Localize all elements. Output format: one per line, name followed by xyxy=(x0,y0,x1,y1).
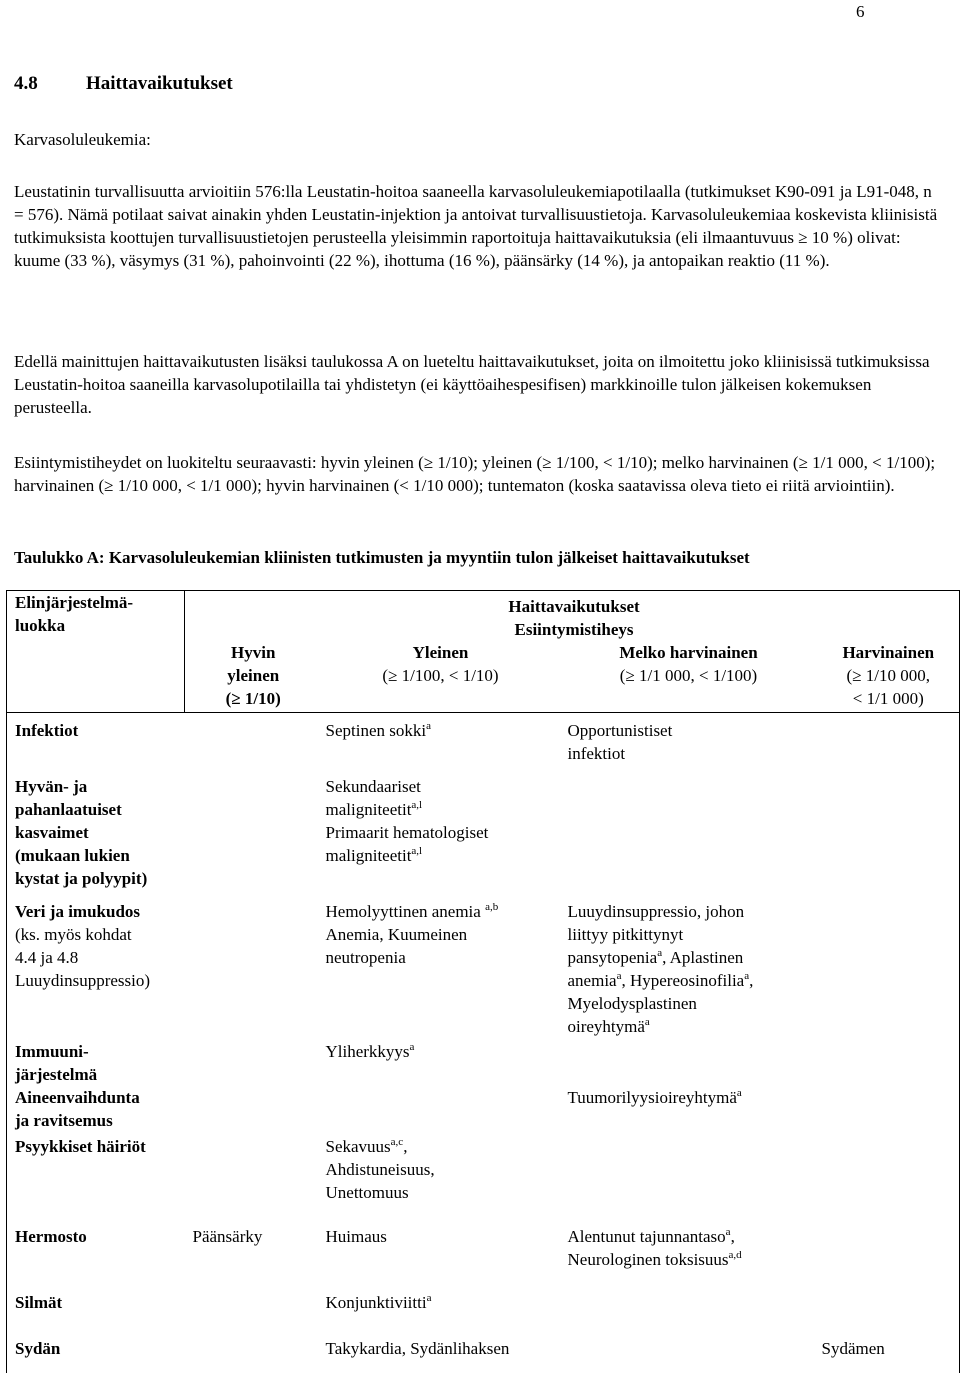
row-organ-psychiatric: Psyykkiset häiriöt xyxy=(7,1133,185,1223)
adverse-effects-table xyxy=(6,590,960,1373)
table-row xyxy=(7,1288,960,1333)
header-rare xyxy=(814,641,960,713)
header-uncommon-label: Melko harvinainen xyxy=(619,643,758,662)
cell-uncommon: Alentunut tajunnantaso$^a$, Neurologinen toksisuus$^{a,d}$ xyxy=(567,1226,742,1269)
table-caption: Taulukko A: Karvasoluleukemian kliinisten tutkimusten ja myyntiin tulon jälkeiset haittavaikutukset xyxy=(14,548,750,567)
header-organ-class: Elinjärjestelmä- luokka xyxy=(7,591,185,713)
table-row xyxy=(7,1133,960,1223)
table-header-row xyxy=(7,591,960,619)
table-row xyxy=(7,1223,960,1288)
section-heading xyxy=(14,72,233,95)
cell-uncommon: Tuumorilyysioireyhtymä$^a$ xyxy=(567,1087,742,1107)
cell-rare: Sydämen xyxy=(814,1333,960,1373)
table-row xyxy=(7,890,960,1038)
row-organ-neoplasms: Hyvän- ja pahanlaatuiset kasvaimet (mukaan lukien kystat ja polyypit) xyxy=(7,765,185,890)
cell-common: Takykardia, Sydänlihaksen xyxy=(325,1339,510,1358)
header-frequency: Esiintymistiheys xyxy=(185,618,960,641)
paragraph-additional-effects: Edellä mainittujen haittavaikutusten lisäksi taulukossa A on lueteltu haittavaikutukset, joita on ilmoitettu joko kliinisissä tutkimuksissa Leustatin-hoitoa saaneilla karvasolupotilailla tai yhdistetyn (ei käyttöaihespesifisen) markkinoille tulon jälkeisen kokemuksen perusteella. xyxy=(14,352,930,417)
cell-uncommon: Opportunistiset infektiot xyxy=(567,721,673,763)
header-rare-range: (≥ 1/10 000, < 1/1 000) xyxy=(846,666,930,708)
row-organ-immune: Immuuni- järjestelmä xyxy=(7,1038,185,1086)
header-uncommon-range: (≥ 1/1 000, < 1/100) xyxy=(619,666,758,685)
row-organ-eye: Silmät xyxy=(7,1288,185,1333)
header-adverse-effects: Haittavaikutukset xyxy=(185,591,960,619)
table-row xyxy=(7,1086,960,1133)
header-uncommon xyxy=(560,641,814,713)
row-organ-nervous: Hermosto xyxy=(7,1223,185,1288)
row-organ-cardiac: Sydän xyxy=(7,1333,185,1373)
header-rare-label: Harvinainen xyxy=(842,643,935,662)
table-row xyxy=(7,713,960,766)
row-organ-metabolism: Aineenvaihdunta ja ravitsemus xyxy=(7,1086,185,1133)
cell-common: Hemolyyttinen anemia $^{a,b}$ Anemia, Kuumeinen neutropenia xyxy=(325,901,499,967)
cell-uncommon: Luuydinsuppressio, johon liittyy pitkittynyt pansytopenia$^a$, Aplastinen anemia$^a$, Hypereosinofilia$^a$, Myelodysplastinen oireyhtymä$^a$ xyxy=(567,902,754,1036)
header-common-range: (≥ 1/100, < 1/10) xyxy=(382,666,499,685)
section-title: Haittavaikutukset xyxy=(86,73,233,94)
cell-very-common: Päänsärky xyxy=(192,1227,263,1246)
section-number: 4.8 xyxy=(14,73,38,94)
header-common-label: Yleinen xyxy=(412,643,469,662)
cell-common: Yliherkkyys$^a$ xyxy=(325,1041,415,1061)
table-row xyxy=(7,1038,960,1086)
header-common xyxy=(318,641,560,713)
header-very-common: Hyvin yleinen (≥ 1/10) xyxy=(185,641,318,713)
cell-common: Septinen sokki$^a$ xyxy=(325,720,431,740)
table-row xyxy=(7,1333,960,1373)
paragraph-frequency-definitions: Esiintymistiheydet on luokiteltu seuraavasti: hyvin yleinen (≥ 1/10); yleinen (≥ 1/100, < 1/10); melko harvinainen (≥ 1/1 000, < 1/100); harvinainen (≥ 1/10 000, < 1/1 000); hyvin harvinainen (< 1/10 000); tuntematon (koska saatavissa oleva tieto ei riitä arviointiin). xyxy=(14,453,936,495)
subheading: Karvasoluleukemia: xyxy=(14,130,151,149)
cell-common: Huimaus xyxy=(325,1227,387,1246)
row-organ-infections: Infektiot xyxy=(7,713,185,766)
page-number: 6 xyxy=(856,2,865,21)
cell-common: Konjunktiviitti$^a$ xyxy=(325,1292,432,1312)
row-organ-blood: Veri ja imukudos (ks. myös kohdat 4.4 ja 4.8 Luuydinsuppressio) xyxy=(7,890,185,1038)
table-row xyxy=(7,765,960,890)
cell-common: Sekavuus$^{a,c}$, Ahdistuneisuus, Unettomuus xyxy=(325,1136,435,1202)
cell-common: Sekundaariset maligniteetit$^{a,l}$ Primaarit hematologiset maligniteetit$^{a,l}$ xyxy=(325,777,489,865)
paragraph-safety-summary: Leustatinin turvallisuutta arvioitiin 576:lla Leustatin-hoitoa saaneella karvasoluleukemiapotilaalla (tutkimukset K90-091 ja L91-048, n = 576). Nämä potilaat saivat ainakin yhden Leustatin-injektion ja antoivat turvallisuustietoja. Karvasoluleukemiaa koskevista kliinisistä tutkimuksista koottujen turvallisuustietojen perusteella yleisimmin raportoituja haittavaikutuksia (eli ilmaantuvuus ≥ 10 %) olivat: kuume (33 %), väsymys (31 %), pahoinvointi (22 %), ihottuma (16 %), päänsärky (14 %), ja antopaikan reaktio (11 %). xyxy=(14,182,938,270)
